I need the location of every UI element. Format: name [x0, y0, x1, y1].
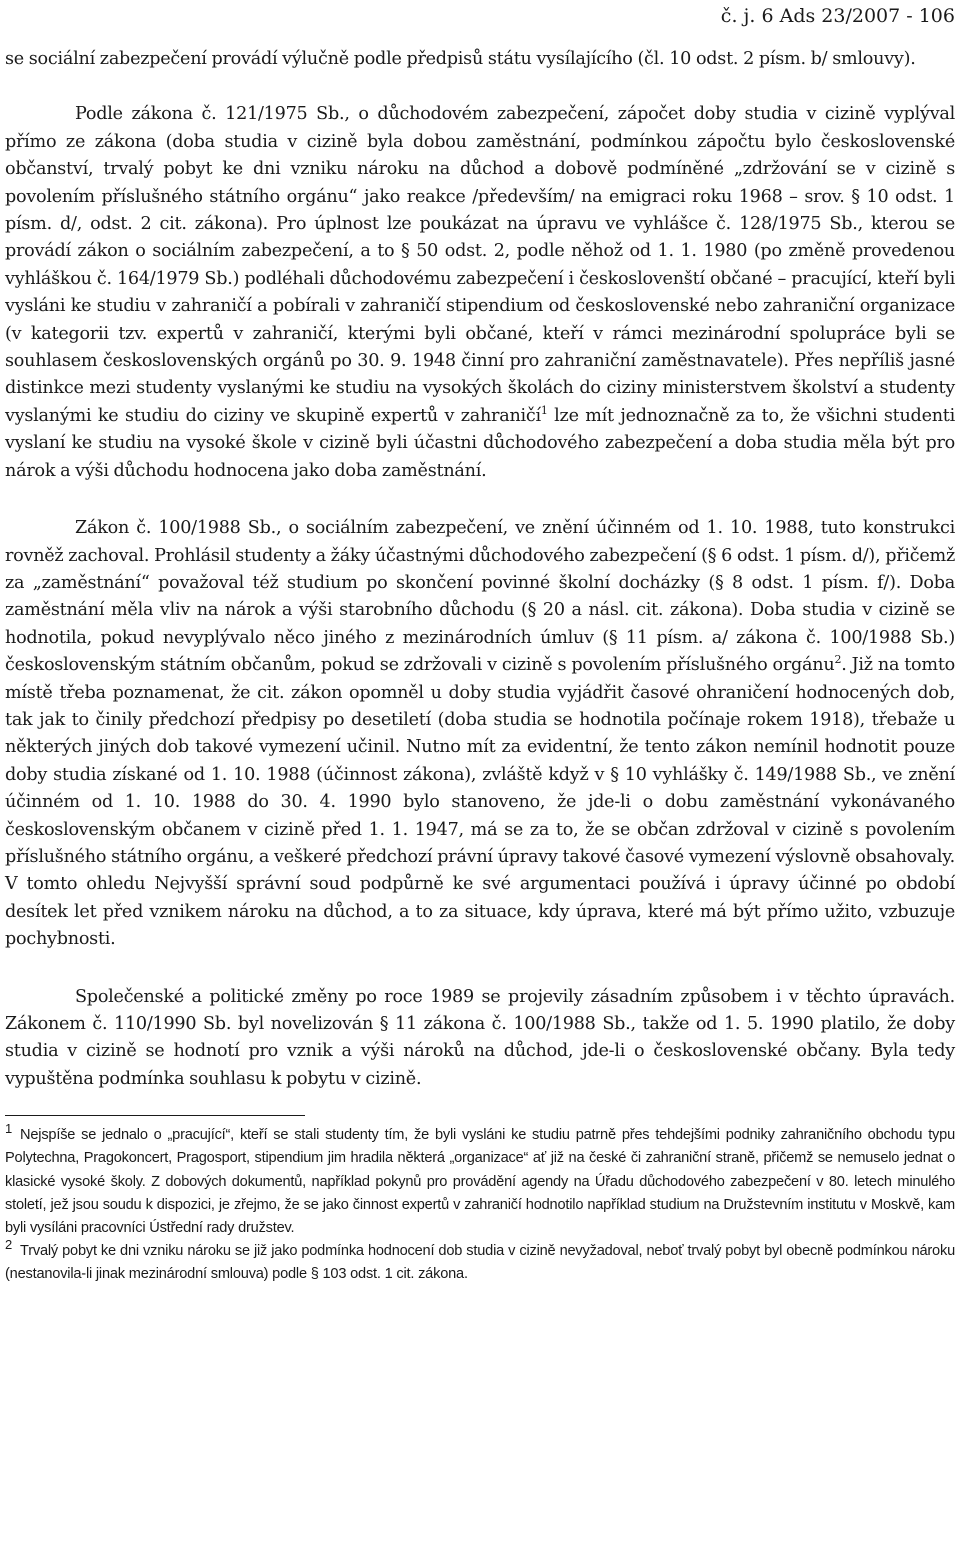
paragraph-1: se sociální zabezpečení provádí výlučně podle předpisů státu vysílajícího (čl. 10 odst. 2 písm. b/ smlouvy). — [5, 49, 916, 69]
paragraph-gap — [5, 73, 955, 101]
footnote-2-mark: 2 — [5, 1237, 13, 1253]
paragraph-2 — [5, 101, 955, 485]
paragraph-3-text-b: . Již na tomto místě třeba poznamenat, že cit. zákon opomněl u doby studia vyjádřit časové ohraničení hodnocených dob, tak jak to činily předchozí předpisy po desetiletí (doba studia se hodnotila počínaje rokem 1918), třebaže u některých jiných dob takové vymezení učinil. Nutno mít za evidentní, že tento zákon nemínil hodnotit pouze doby studia získané od 1. 10. 1988 (účinnost zákona), zvláště když v § 10 vyhlášky č. 149/1988 Sb., ve znění účinném od 1. 10. 1988 do 30. 4. 1990 bylo stanoveno, že jde-li o dobu zaměstnání vykonávaného československým občanem v cizině před 1. 1. 1947, má se za to, že se občan zdržoval v cizině s povolením příslušného státního orgánu, a veškeré předchozí právní úpravy takové časové vymezení výslovně obsahovaly. V tomto ohledu Nejvyšší správní soud podpůrně ke své argumentaci používá i úpravy účinné po období desítek let před vznikem nároku na důchod, a to za situace, kdy úprava, které má být přímo užito, vzbuzuje pochybnosti. — [5, 655, 955, 950]
footnote-1 — [5, 1121, 955, 1240]
paragraph-3-text-a: Zákon č. 100/1988 Sb., o sociálním zabezpečení, ve znění účinném od 1. 10. 1988, tuto konstrukci rovněž zachoval. Prohlásil studenty a žáky účastnými důchodového zabezpečení (§ 6 odst. 1 písm. d/), přičemž za „zaměstnání“ považoval též studium po skončení povinné školní docházky (§ 8 odst. 1 písm. f/). Doba zaměstnání měla vliv na nárok a výši starobního důchodu (§ 20 a násl. cit. zákona). Doba studia v cizině se hodnotila, pokud nevyplývalo něco jiného z mezinárodních úmluv (§ 11 písm. a/ zákona č. 100/1988 Sb.) československým státním občanům, pokud se zdržovali v cizině s povolením příslušného orgánu — [5, 518, 955, 676]
paragraph-3 — [5, 515, 955, 954]
paragraph-gap — [5, 954, 955, 984]
paragraph-gap — [5, 485, 955, 515]
paragraph-4: Společenské a politické změny po roce 1989 se projevily zásadním způsobem i v těchto úpravách. Zákonem č. 110/1990 Sb. byl novelizován § 11 zákona č. 100/1988 Sb., takže od 1. 5. 1990 platilo, že doby studia v cizině se hodnotí pro vznik a výši nároků na důchod, jde-li o československé občany. Byla tedy vypuštěna podmínka souhlasu k pobytu v cizině. — [5, 986, 955, 1089]
footnote-ref-2: 2 — [834, 653, 842, 667]
footnote-separator — [5, 1115, 305, 1116]
footnote-1-mark: 1 — [5, 1121, 13, 1137]
footnote-1-text: Nejspíše se jednalo o „pracující“, kteří se stali studenty tím, že byli vysláni ke studiu patrně přes tehdejšími podniky zahraničního obchodu typu Polytechna, Pragokoncert, Pragosport, stipendium jim hradila některá „organizace“ ať již na české či zahraniční straně, přičemž se nemuselo jednat o klasické vysoké školy. Z dobových dokumentů, například pokynů pro provádění agendy na Úřadu důchodového zabezpečení v 80. letech minulého století, jež jsou soudu k dispozici, je zřejmo, že se jako činnost expertů v zahraničí hodnotilo například studium na Družstevním institutu v Moskvě, kam byli vysíláni pracovníci Ústřední rady družstev. — [5, 1127, 955, 1237]
footnote-2-text: Trvalý pobyt ke dni vzniku nároku se již jako podmínka hodnocení dob studia v cizině nevyžadoval, neboť trvalý pobyt byl obecně podmínkou nároku (nestanovila-li jinak mezinárodní smlouva) podle § 103 odst. 1 cit. zákona. — [5, 1243, 955, 1283]
document-page — [5, 0, 955, 1287]
paragraph-2-text-b: lze mít jednoznačně za to, že všichni studenti vyslaní ke studiu na vysoké škole v cizině byli účastni důchodového zabezpečení a doba studia měla být pro nárok a výši důchodu hodnocena jako doba zaměstnání. — [5, 405, 956, 481]
paragraph-2-text-a: Podle zákona č. 121/1975 Sb., o důchodovém zabezpečení, zápočet doby studia v cizině vyplýval přímo ze zákona (doba studia v cizině byla dobou zaměstnání, podmínkou zápočtu bylo československé občanství, trvalý pobyt ke dni vzniku nároku na důchod a dobově podmíněné „zdržování se v cizině s povolením příslušného státního orgánu“ jako reakce /především/ na emigraci roku 1968 – srov. § 10 odst. 1 písm. d/, odst. 2 cit. zákona). Pro úplnost lze poukázat na úpravu ve vyhlášce č. 128/1975 Sb., kterou se provádí zákon o sociálním zabezpečení, a to § 50 odst. 2, podle něhož od 1. 1. 1980 (po změně provedenou vyhláškou č. 164/1979 Sb.) podléhali důchodovému zabezpečení i českoslovenští občané – pracující, kteří byli vysláni ke studiu v zahraničí a pobírali v zahraničí stipendium od československé nebo zahraniční organizace (v kategorii tzv. expertů v zahraničí, kterými byli občané, kteří v rámci mezinárodní spolupráce byli se souhlasem československých orgánů po 30. 9. 1948 činní pro zahraniční zaměstnavatele). Přes nepříliš jasné distinkce mezi studenty vyslanými ke studiu na vysokých školách do ciziny ministerstvem školství a studenty vyslanými ke studiu do ciziny ve skupině expertů v zahraničí — [5, 104, 955, 426]
case-reference-header: č. j. 6 Ads 23/2007 - 106 — [720, 5, 955, 27]
footnote-ref-1: 1 — [540, 404, 548, 418]
footnote-2 — [5, 1237, 955, 1286]
